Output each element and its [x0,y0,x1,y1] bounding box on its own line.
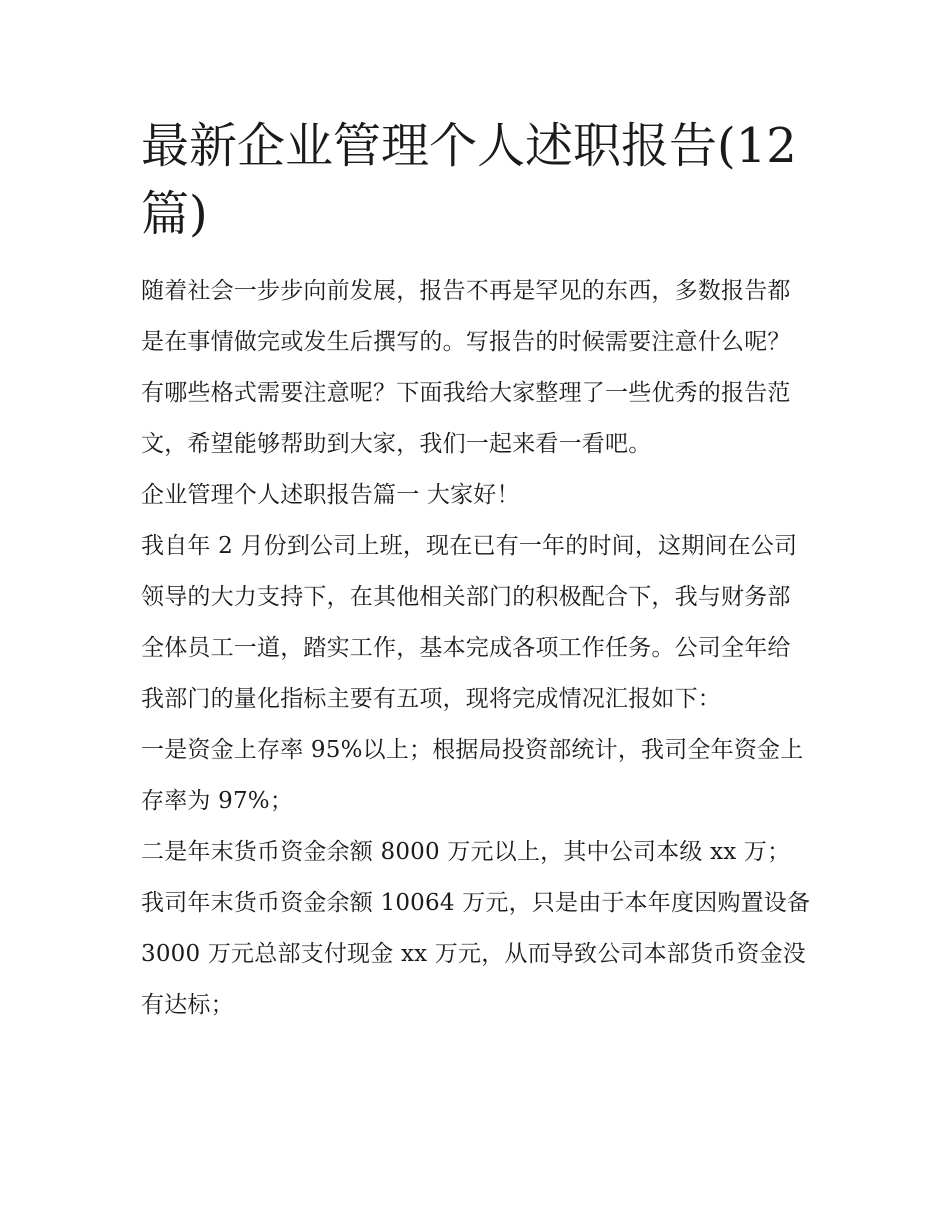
body-paragraph: 我自年 2 月份到公司上班，现在已有一年的时间，这期间在公司领导的大力支持下，在其他相关部门的积极配合下，我与财务部全体员工一道，踏实工作，基本完成各项工作任务。公司全年给我部门的量化指标主要有五项，现将完成情况汇报如下： [141,533,798,712]
section-heading-paragraph: 企业管理个人述职报告篇一 大家好！ [141,482,520,508]
document-body [141,266,813,1031]
indicator-two-paragraph: 二是年末货币资金余额 8000 万元以上，其中公司本级 xx 万；我司年末货币资金余额 10064 万元，只是由于本年度因购置设备 3000 万元总部支付现金 xx 万元，从而导致公司本部货币资金没有达标； [141,839,811,1018]
intro-paragraph: 随着社会一步步向前发展，报告不再是罕见的东西，多数报告都是在事情做完或发生后撰写的。写报告的时候需要注意什么呢？有哪些格式需要注意呢？下面我给大家整理了一些优秀的报告范文，希望能够帮助到大家，我们一起来看一看吧。 [141,278,791,457]
document-page [141,112,813,1031]
document-title: 最新企业管理个人述职报告(12篇) [141,118,797,242]
indicator-one-paragraph: 一是资金上存率 95%以上；根据局投资部统计，我司全年资金上存率为 97%； [141,737,804,814]
